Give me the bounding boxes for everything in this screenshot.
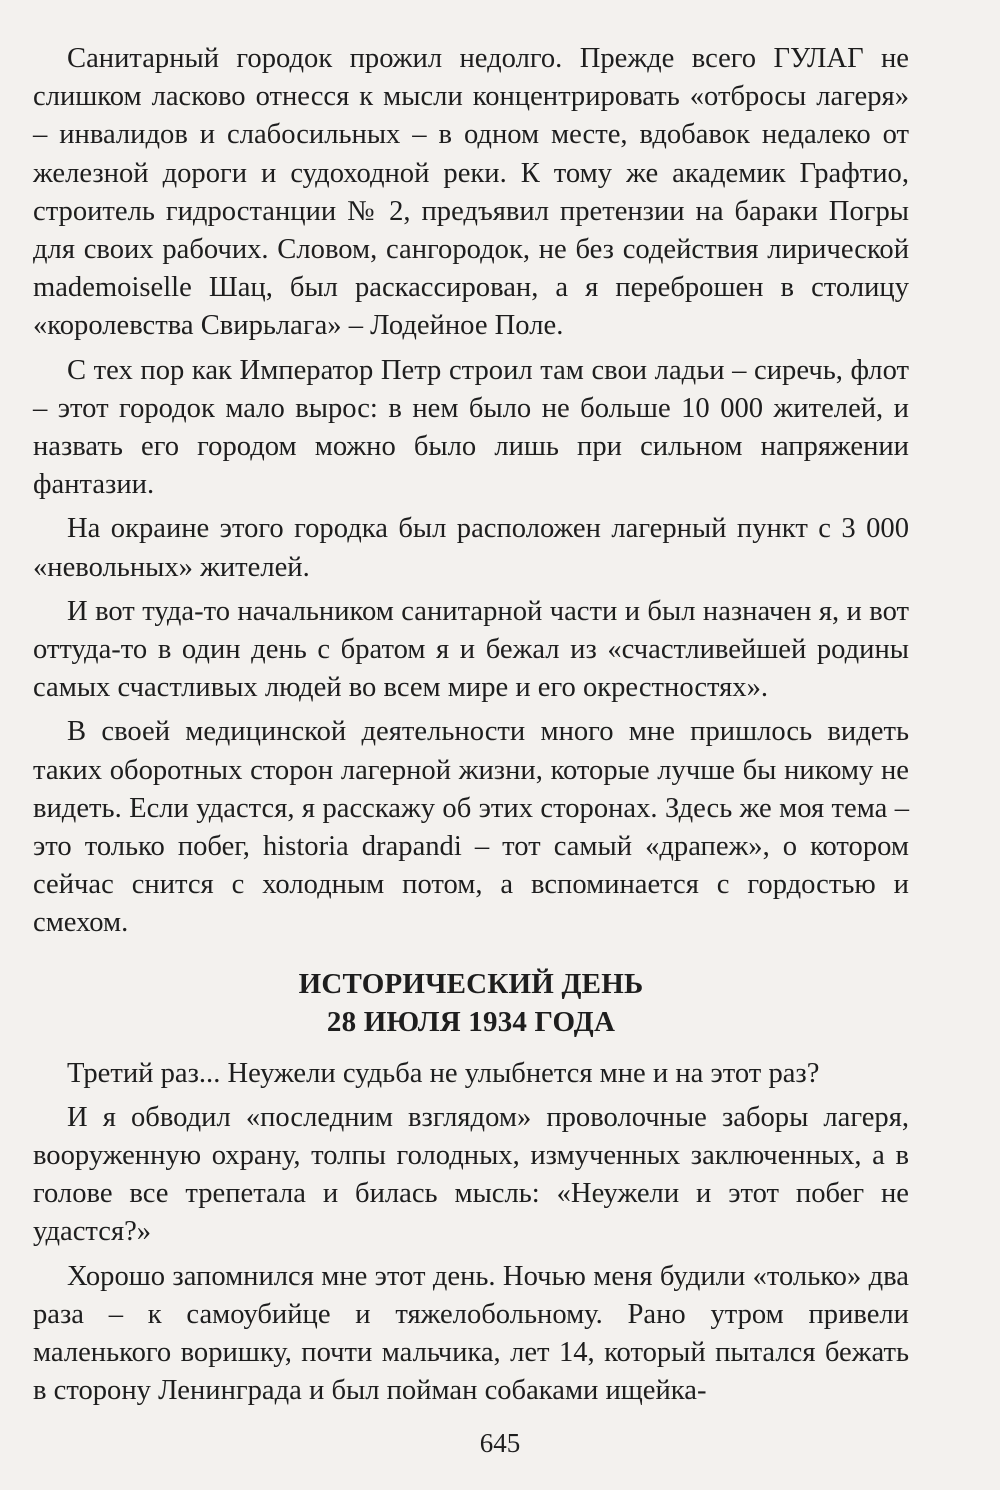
paragraph-appointment: И вот туда-то начальником санитарной части и был назначен я, и вот оттуда-то в один день с братом я и бежал из «счастливейшей родины самых счастливых людей во всем мире и его окрестностях». <box>33 595 909 704</box>
paragraph-medical-activity: В своей медицинской деятельности много мне пришлось видеть таких оборотных сторон лагерной жизни, которые лучше бы никому не видеть. Если удастся, я расскажу об этих сторонах. Здесь же моя тема – это только побег, historia drapandi – тот самый «драпеж», о котором сейчас снится с холодным потом, а вспоминается с гордостью и смехом. <box>33 716 909 939</box>
section-heading <box>33 965 909 1041</box>
section-heading-line-1: ИСТОРИЧЕСКИЙ ДЕНЬ <box>298 967 644 1000</box>
paragraph-sanitary-town: Санитарный городок прожил недолго. Прежде всего ГУЛАГ не слишком ласково отнесся к мысли концентрировать «отбросы лагеря» – инвалидов и слабосильных – в одном месте, вдобавок недалеко от железной дороги и судоходной реки. К тому же академик Графтио, строитель гидростанции № 2, предъявил претензии на бараки Погры для своих рабочих. Словом, сангородок, не без содействия лирической mademoiselle Шац, был раскассирован, а я переброшен в столицу «королевства Свирьлага» – Лодейное Поле. <box>33 43 909 342</box>
paragraph-remembered-day: Хорошо запомнился мне этот день. Ночью меня будили «только» два раза – к самоубийце и тяжелобольному. Рано утром привели маленького воришку, почти мальчика, лет 14, который пытался бежать в сторону Ленинграда и был пойман собаками ищейка- <box>33 1260 909 1407</box>
book-page <box>33 40 909 1417</box>
paragraph-third-time: Третий раз... Неужели судьба не улыбнется мне и на этот раз? <box>67 1057 820 1089</box>
page-number: 645 <box>479 1428 521 1458</box>
paragraph-last-look: И я обводил «последним взглядом» проволочные заборы лагеря, вооруженную охрану, толпы голодных, измученных заключенных, а в голове все трепетала и билась мысль: «Неужели и этот побег не удастся?» <box>33 1101 909 1248</box>
paragraph-camp-outskirts: На окраине этого городка был расположен лагерный пункт с 3 000 «невольных» жителей. <box>33 513 909 583</box>
section-heading-line-2: 28 ИЮЛЯ 1934 ГОДА <box>326 1005 616 1038</box>
paragraph-peter-the-great: С тех пор как Император Петр строил там свои ладьи – сиречь, флот – этот городок мало вырос: в нем было не больше 10 000 жителей, и назвать его городом можно было лишь при сильном напряжении фантазии. <box>33 354 909 501</box>
